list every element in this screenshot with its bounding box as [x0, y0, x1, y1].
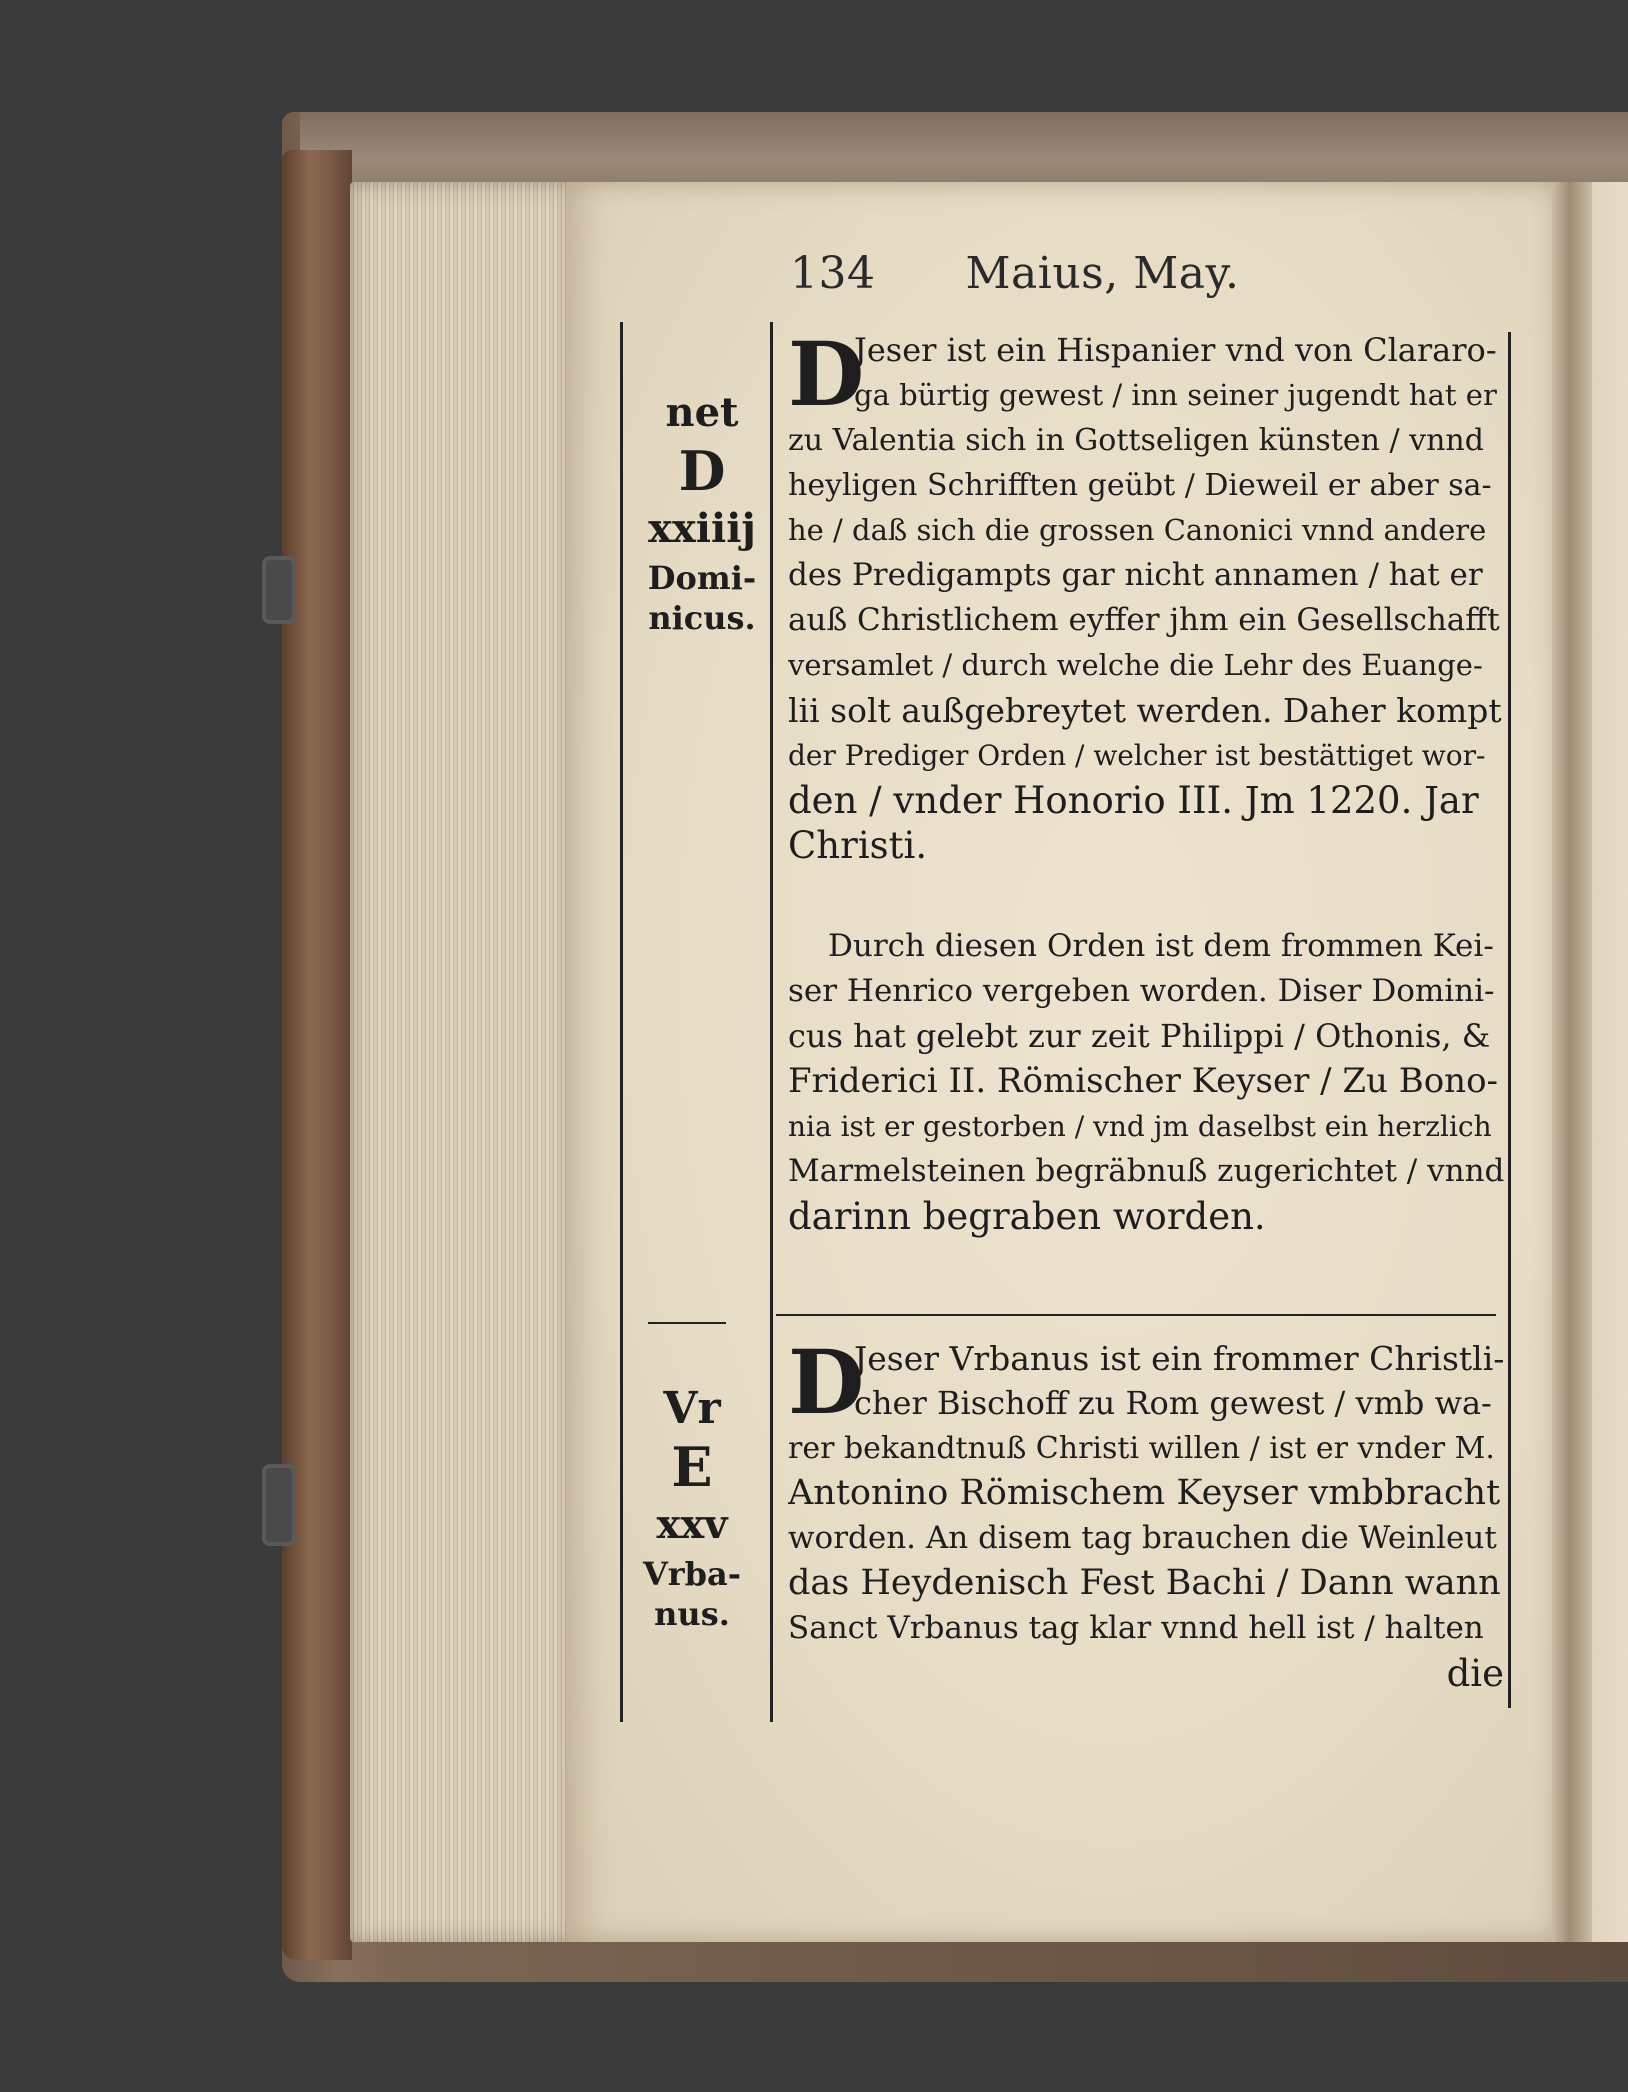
text-line: ga bürtig gewest / inn seiner jugendt hat er — [854, 378, 1497, 412]
margin-note-dominicus — [640, 384, 764, 638]
book-cover-top-edge — [300, 112, 1628, 192]
margin-note-line: Vr — [663, 1383, 721, 1434]
text-line: heyligen Schrifften geübt / Dieweil er aber sa- — [788, 468, 1492, 503]
margin-note-name: Vrba- — [642, 1555, 742, 1593]
margin-note-date: xxv — [656, 1501, 728, 1548]
margin-left-rule — [620, 322, 623, 1722]
entry-dominicus-paragraph — [788, 322, 1504, 868]
text-line: Christi. — [788, 824, 928, 867]
text-line: zu Valentia sich in Gottseligen künsten / vnnd — [788, 423, 1484, 458]
text-line: cus hat gelebt zur zeit Philippi / Othonis, & — [788, 1017, 1491, 1055]
text-line: Antonino Römischem Keyser vmbbracht — [788, 1473, 1501, 1513]
margin-note-name: nicus. — [648, 599, 756, 637]
margin-note-name: Domi- — [647, 559, 757, 597]
text-line: Friderici II. Römischer Keyser / Zu Bono- — [788, 1061, 1499, 1101]
text-line: Sanct Vrbanus tag klar vnnd hell ist / halten — [788, 1610, 1484, 1646]
text-right-rule — [1508, 332, 1511, 1708]
page-header — [790, 248, 1240, 299]
text-line: den / vnder Honorio III. Jm 1220. Jar — [788, 779, 1479, 822]
text-line: Durch diesen Orden ist dem frommen Kei- — [828, 928, 1494, 964]
text-line: versamlet / durch welche die Lehr des Euange- — [788, 648, 1483, 682]
margin-separator-rule — [648, 1322, 726, 1324]
page-title: Maius, May. — [965, 248, 1240, 299]
book-spine-edge — [282, 150, 352, 1960]
column-divider-rule — [770, 322, 773, 1722]
text-line: darinn begraben worden. — [788, 1195, 1266, 1238]
entry-dominicus-paragraph-2 — [788, 924, 1504, 1239]
text-line: Jeser Vrbanus ist ein frommer Christli- — [854, 1339, 1504, 1378]
margin-note-urbanus — [630, 1380, 754, 1634]
page-gutter — [1552, 182, 1592, 1942]
text-line: das Heydenisch Fest Bachi / Dann wann — [788, 1563, 1501, 1603]
margin-note-line: net — [665, 389, 739, 436]
drop-cap: D — [788, 1330, 865, 1434]
entry-urbanus-paragraph — [788, 1330, 1504, 1696]
text-line: der Prediger Orden / welcher ist bestättiget wor- — [788, 739, 1486, 772]
margin-note-date: xxiiij — [648, 505, 756, 552]
text-line: lii solt außgebreytet werden. Daher kompt — [788, 691, 1502, 730]
entry-separator-rule — [776, 1314, 1496, 1316]
text-line: he / daß sich die grossen Canonici vnnd andere — [788, 513, 1487, 547]
text-line: worden. An disem tag brauchen die Weinleut — [788, 1520, 1497, 1556]
text-line: Jeser ist ein Hispanier vnd von Clararo- — [854, 331, 1497, 369]
text-line: ser Henrico vergeben worden. Diser Domini- — [788, 973, 1495, 1009]
margin-note-name: nus. — [654, 1595, 730, 1633]
text-line: Marmelsteinen begräbnuß zugerichtet / vnnd — [788, 1153, 1504, 1189]
text-line: rer bekandtnuß Christi willen / ist er vnder M. — [788, 1431, 1495, 1466]
clasp-icon — [262, 556, 296, 624]
text-line: nia ist er gestorben / vnd jm daselbst ein herzlich — [788, 1110, 1492, 1143]
page-block-edges — [350, 182, 572, 1942]
margin-note-letter: D — [678, 439, 726, 503]
text-line: cher Bischoff zu Rom gewest / vmb wa- — [854, 1384, 1492, 1422]
catchword: die — [1446, 1652, 1504, 1695]
text-line: auß Christlichem eyffer jhm ein Gesellschafft — [788, 602, 1500, 638]
facing-page-edge — [1592, 182, 1628, 1942]
page-number: 134 — [790, 248, 876, 299]
clasp-icon — [262, 1464, 296, 1546]
margin-note-letter: E — [671, 1435, 713, 1499]
drop-cap: D — [788, 322, 865, 426]
text-line: des Predigampts gar nicht annamen / hat er — [788, 557, 1483, 593]
catchword-line — [788, 1651, 1504, 1696]
